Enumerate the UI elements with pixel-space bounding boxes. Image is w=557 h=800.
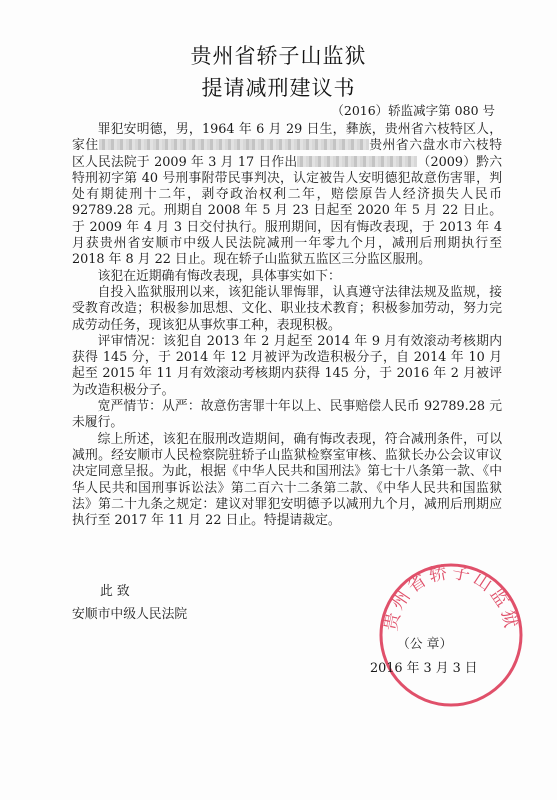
redacted-address-2 <box>249 139 369 150</box>
recipient-court: 安顺市中级人民法院 <box>72 607 188 622</box>
paragraph-conclusion: 综上所述，该犯在服刑改造期间，确有悔改表现，符合减刑条件，可以减刑。经安顺市人民检察院驻轿子山监狱检察室审核、监狱长办公会议审议决定同意呈报。为此，根据《中华人民共和国刑法》第七十八条第一款、《中华人民共和国刑事诉讼法》第二百六十二条第二款、《中华人民共和国监狱法》第二十九条之规定：建议对罪犯安明德予以减刑九个月，减刑后刑期应执行至 2017 年 11 月 22 日止。特提请裁定。 <box>72 431 502 529</box>
seal-text: 贵州省轿子山监狱 <box>380 561 522 633</box>
paragraph-basic-info <box>72 122 502 269</box>
document-title-type: 提请减刑建议书 <box>201 76 356 100</box>
paragraph-facts: 自投入监狱服刑以来，该犯能认罪悔罪，认真遵守法律法规及监规，接受教育改造；积极参加思想、文化、职业技术教育；积极参加劳动，努力完成劳动任务，现该犯从事炊事工种，表现积极。 <box>72 284 502 333</box>
svg-text:贵州省轿子山监狱 <box>380 562 521 633</box>
document-title-prison: 贵州省轿子山监狱 <box>190 44 367 68</box>
basic-info-part3: （2009）黔六特刑初字第 40 号刑事附带民事判决，认定被告人安明德犯故意伤害罪，判处有期徒刑十二年，剥夺政治权利二年，赔偿原告人经济损失人民币 92789.28 元。刑期自 2008 年 5 月 23 日起至 2020 年 5 月 22 日止。于 2009 年 4 月 3 日交付执行。服刑期间，因有悔改表现，于 2013 年 4 月获贵州省安顺市中级人民法院减刑一年零九个月，减刑后刑期执行至 2018 年 8 月 22 日止。现在轿子山监狱五监区三分监区服刑。 <box>72 154 502 268</box>
document-number: （2016）轿监减字第 080 号 <box>331 103 495 118</box>
paragraph-evaluation: 评审情况：该犯自 2013 年 2 月起至 2014 年 9 月有效滚动考核期内获得 145 分，于 2014 年 12 月被评为改造积极分子，自 2014 年 10 月起至 2015 年 11 月有效滚动考核期内获得 145 分，于 2016 年 2 月被评为改造积极分子。 <box>72 333 502 398</box>
document-body <box>72 122 502 529</box>
paragraph-circumstances: 宽严情节：从严：故意伤害罪十年以上、民事赔偿人民币 92789.28 元未履行。 <box>72 399 502 431</box>
redacted-text <box>297 156 417 167</box>
document-date: 2016 年 3 月 3 日 <box>370 661 478 676</box>
paragraph-intro: 该犯在近期确有悔改表现，具体事实如下： <box>97 268 341 284</box>
redacted-address <box>99 139 249 150</box>
basic-info-part1: 罪犯安明德，男，1964 年 6 月 29 日生，彝族，贵州省六枝特区人，家住 <box>72 122 502 154</box>
seal-label: （公 章） <box>397 637 453 652</box>
closing-salutation: 此 致 <box>100 584 130 599</box>
basic-info-part2: 贵州省六盘水市六枝特区人民法院于 2009 年 3 月 17 日作出 <box>72 138 503 170</box>
